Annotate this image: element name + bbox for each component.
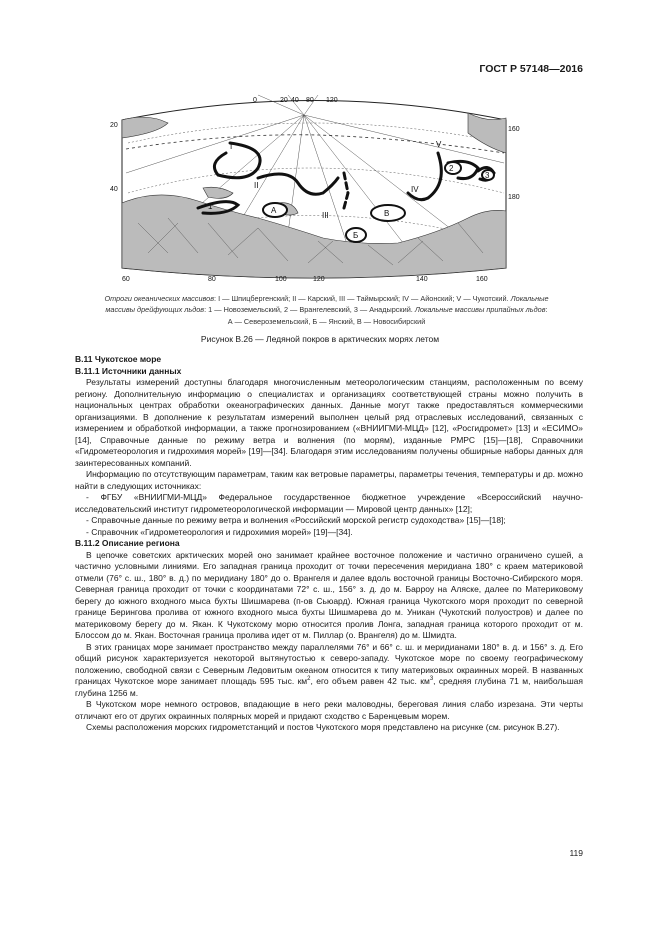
right-tick: 180 (508, 194, 520, 201)
legend-part: : А — Североземельский, Б — Янский, В — Новосибирский (227, 305, 548, 326)
document-body (75, 350, 583, 734)
paragraph: Информацию по отсутствующим параметрам, таким как ветровые параметры, параметры течения, температуры и др. можно найти в следующих источниках: (75, 469, 583, 491)
local-label: В (384, 209, 390, 218)
top-tick: 40 (291, 97, 299, 104)
bottom-tick: 160 (476, 276, 488, 283)
legend-part: Локальные массивы дрейфующих льдов (105, 294, 549, 315)
top-tick: 20 (280, 97, 288, 104)
text-run: , его объем равен 42 тыс. км (310, 676, 430, 686)
figure-caption: Рисунок В.26 — Ледяной покров в арктических морях летом (200, 334, 440, 344)
top-tick: 0 (253, 97, 257, 104)
document-header: ГОСТ Р 57148—2016 (479, 63, 583, 75)
arctic-ice-map (108, 93, 520, 283)
local-label: А (271, 206, 277, 215)
superscript: 3 (429, 676, 434, 683)
list-item: - Справочные данные по режиму ветра и волнения «Российский морской регистр судоходства» [15]—[18]; (86, 515, 506, 525)
legend-part: Локальные массивы припайных льдов (414, 305, 546, 315)
text-run: , средняя глубина 71 м, наибольшая глубина 1256 м. (75, 676, 583, 698)
right-tick: 160 (508, 126, 520, 133)
text-run: В этих границах море занимает пространство между параллелями 76° и 66° с. ш. и меридианами 180° в. д. и 156° з. д. Его общий рисунок характеризуется некоторой вытянутостью к северо-западу. Чукотское море по своему географическому положению, свободной связи с Северным Ледовитым океаном относится к типу материковых окраинных морей. В названных границах Чукотское море занимает площадь 595 тыс. км (75, 641, 583, 686)
map-figure (108, 93, 520, 283)
region-label: I (230, 142, 233, 151)
paragraph: Результаты измерений доступны благодаря многочисленным метеорологическим станциям, расположенным по всему региону. Дополнительную информацию о специалистах и организациях соответствующей страны можно получить в национальных центрах обработки океанографических данных. Данные могут также предоставляться коммерческими организациями. В дополнение к результатам измерений выполнен целый ряд отраслевых исследований, связанных с измерением и обработкой информации, а также прогнозированием («ВНИИГМИ-МЦД» [12], «Росгидромет» [13] и «ЕСИМО» [14], Справочные данные по режиму ветра и волнения (по морям), изданные РМРС [15]—[18], Справочники «Гидрометеорология и гидрохимия морей» [19]—[34]. Благодаря этим исследованиям получены обширные наборы данных для заинтересованных компаний. (75, 377, 583, 468)
region-label: II (254, 181, 259, 190)
legend-part: : 1 — Новоземельский, 2 — Врангелевский, 3 — Анадырский. (204, 305, 415, 315)
list-item: - ФГБУ «ВНИИГМИ-МЦД» Федеральное государственное бюджетное учреждение «Всероссийский научно-исследовательский институт гидрометеорологической информации — Мировой центр данных» [12]; (75, 492, 583, 514)
paragraph (75, 642, 583, 700)
legend-part: : I — Шпицбергенский; II — Карский, III — Таймырский; IV — Айонский; V — Чукотский. (214, 294, 511, 303)
local-label: 3 (485, 171, 490, 180)
paragraph: В Чукотском море немного островов, впадающие в него реки маловодны, береговая линия слабо изрезана. Эти черты отличают его от других окраинных полярных морей и придают сходство с Баренцевым морем. (75, 699, 583, 721)
bottom-tick: 80 (208, 276, 216, 283)
region-label: III (322, 211, 329, 220)
subsection-heading: В.11.2 Описание региона (75, 538, 180, 548)
top-tick: 80 (306, 97, 314, 104)
local-label: 1 (208, 202, 213, 211)
section-heading: В.11 Чукотское море (75, 354, 162, 364)
page-number: 119 (569, 848, 583, 858)
legend-part: Отроги океанических массивов (104, 294, 215, 303)
local-label: 2 (449, 164, 454, 173)
bottom-tick: 120 (313, 276, 325, 283)
paragraph: В цепочке советских арктических морей оно занимает крайнее восточное положение и частично ограничено сушей, а частично условными линиями. Его западная граница проходит от точки пересечения меридиана 180° с краем материковой отмели (76° с. ш., 180° в. д.) по меридиану 180° до о. Врангеля и далее вдоль восточной границы Восточно-Сибирского моря. Северная граница проходит от точки с координатами 72° с. ш., 156° з. д. до м. Барроу на Аляске, далее по Материковому берегу до южного входного мыса бухты Шишмарева (п-ов Сьюард). Южная граница Чукотского моря проходит по северной границе Берингова пролива от южного входного мыса бухты Шишмарева до м. Уникан (Чукотский полуостров) и далее по материковому берегу до м. Якан. К Чукотскому морю относится пролив Лонга, западная граница которого проходит от м. Блоссом до м. Якан. Восточная граница пролива идет от м. Пиллар (о. Врангеля) до м. Шмидта. (75, 549, 583, 640)
figure-legend (104, 293, 549, 327)
bottom-tick: 100 (275, 276, 287, 283)
bottom-tick: 60 (122, 276, 130, 283)
top-tick: 120 (326, 97, 338, 104)
region-label: V (436, 140, 442, 149)
subsection-heading: В.11.1 Источники данных (75, 365, 182, 376)
bottom-tick: 140 (416, 276, 428, 283)
left-tick: 40 (110, 186, 118, 193)
paragraph: Схемы расположения морских гидрометстанций и постов Чукотского моря представлено на рисунке (см. рисунок В.27). (86, 722, 560, 732)
region-label: IV (411, 185, 419, 194)
superscript: 2 (307, 676, 311, 683)
list-item: - Справочник «Гидрометеорология и гидрохимия морей» [19]—[34]. (86, 526, 353, 537)
local-label: Б (353, 231, 359, 240)
left-tick: 20 (110, 122, 118, 129)
